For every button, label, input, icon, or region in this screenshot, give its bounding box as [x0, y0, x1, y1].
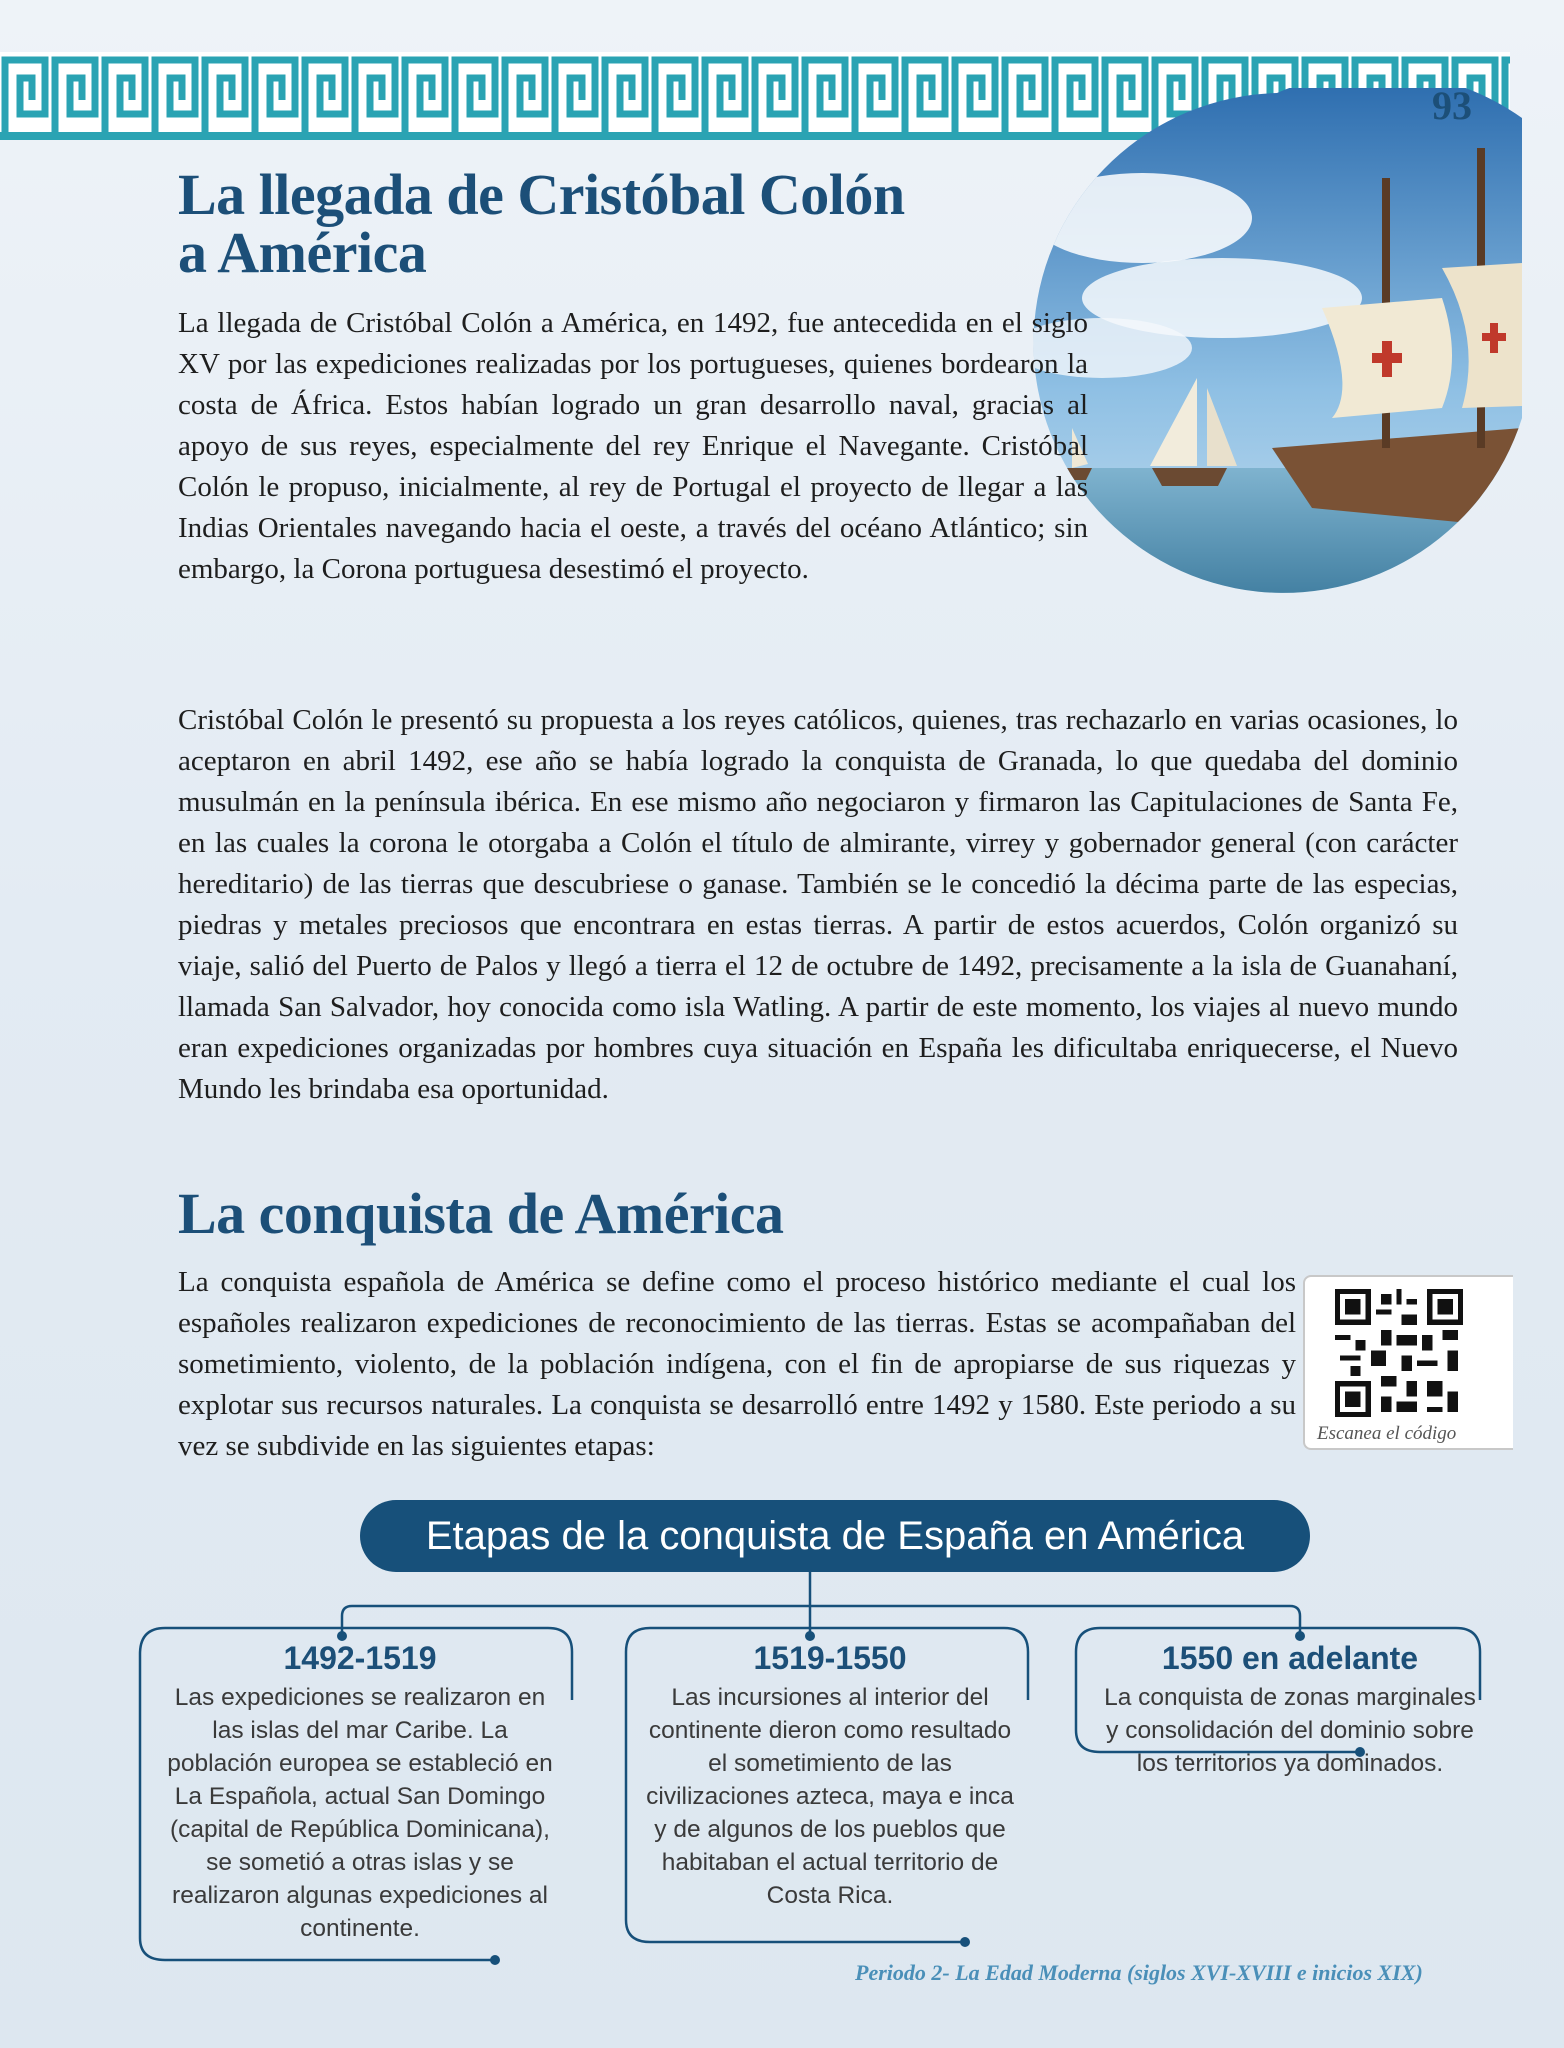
stage-description: Las incursiones al interior del continente dieron como resultado el sometimiento de las civilizaciones azteca, maya e inca y de algunos de los pueblos que habitaban el actual territorio de Costa Rica.	[646, 1684, 1014, 1909]
qr-code-box[interactable]	[1303, 1275, 1513, 1450]
stage-period: 1550 en adelante	[1161, 1640, 1419, 1676]
qr-caption: Escanea el código	[1317, 1423, 1457, 1444]
section-title-conquista: La conquista de América	[178, 1181, 784, 1246]
paragraph-conquista: La conquista española de América se define como el proceso histórico mediante el cual los españoles realizaron expediciones de reconocimiento de las tierras. Estas se acompañaban del sometimiento, violento, de la población indígena, con el fin de apropiarse de sus riquezas y explotar sus recursos naturales. La conquista se desarrolló entre 1492 y 1580. Este periodo a su vez se subdivide en las siguientes etapas:	[178, 1266, 1296, 1462]
section-title-colon	[178, 162, 1078, 285]
page-number: 93	[1432, 83, 1472, 128]
paragraph-colon-intro: La llegada de Cristóbal Colón a América, en 1492, fue antecedida en el siglo XV por las expediciones realizadas por los portugueses, quienes bordearon la costa de África. Estos habían logrado un gran desarrollo naval, gracias al apoyo de sus reyes, especialmente del rey Enrique el Navegante. Cristóbal Colón le propuso, inicialmente, al rey de Portugal el proyecto de llegar a las Indias Orientales navegando hacia el oeste, a través del océano Atlántico; sin embargo, la Corona portuguesa desestimó el proyecto.	[178, 307, 1088, 585]
stage-card-1519-1550	[640, 1640, 1020, 1912]
title-line-1: La llegada de Cristóbal Colón	[178, 162, 905, 227]
title-line-2: a América	[178, 220, 427, 285]
qr-code-icon[interactable]	[1335, 1289, 1463, 1417]
page-footer: Periodo 2- La Edad Moderna (siglos XVI-XVIII e inicios XIX)	[855, 1960, 1423, 1985]
stage-description: Las expediciones se realizaron en las islas del mar Caribe. La población europea se estableció en La Española, actual San Domingo (capital de República Dominicana), se sometió a otras islas y se realizaron algunas expediciones al continente.	[167, 1684, 553, 1942]
stage-period: 1492-1519	[283, 1640, 437, 1676]
stage-card-1492-1519	[160, 1640, 560, 1945]
stage-period: 1519-1550	[753, 1640, 907, 1676]
stage-card-1550-en-adelante	[1100, 1640, 1480, 1780]
caravels-illustration	[1022, 88, 1522, 638]
paragraph-capitulaciones: Cristóbal Colón le presentó su propuesta a los reyes católicos, quienes, tras rechazarlo en varias ocasiones, lo aceptaron en abril 1492, ese año se había logrado la conquista de Granada, lo que quedaba del dominio musulmán en la península ibérica. En ese mismo año negociaron y firmaron las Capitulaciones de Santa Fe, en las cuales la corona le otorgaba a Colón el título de almirante, virrey y gobernador general (con carácter hereditario) de las tierras que descubriese o ganase. También se le concedió la décima parte de las especias, piedras y metales preciosos que encontrara en estas tierras. A partir de estos acuerdos, Colón organizó su viaje, salió del Puerto de Palos y llegó a tierra el 12 de octubre de 1492, precisamente a la isla de Guanahaní, llamada San Salvador, hoy conocida como isla Watling. A partir de este momento, los viajes al nuevo mundo eran expediciones organizadas por hombres cuya situación en España les dificultaba enriquecerse, el Nuevo Mundo les brindaba esa oportunidad.	[178, 704, 1458, 1105]
diagram-title-banner: Etapas de la conquista de España en América	[360, 1500, 1310, 1572]
stage-description: La conquista de zonas marginales y consolidación del dominio sobre los territorios ya dominados.	[1104, 1684, 1476, 1777]
